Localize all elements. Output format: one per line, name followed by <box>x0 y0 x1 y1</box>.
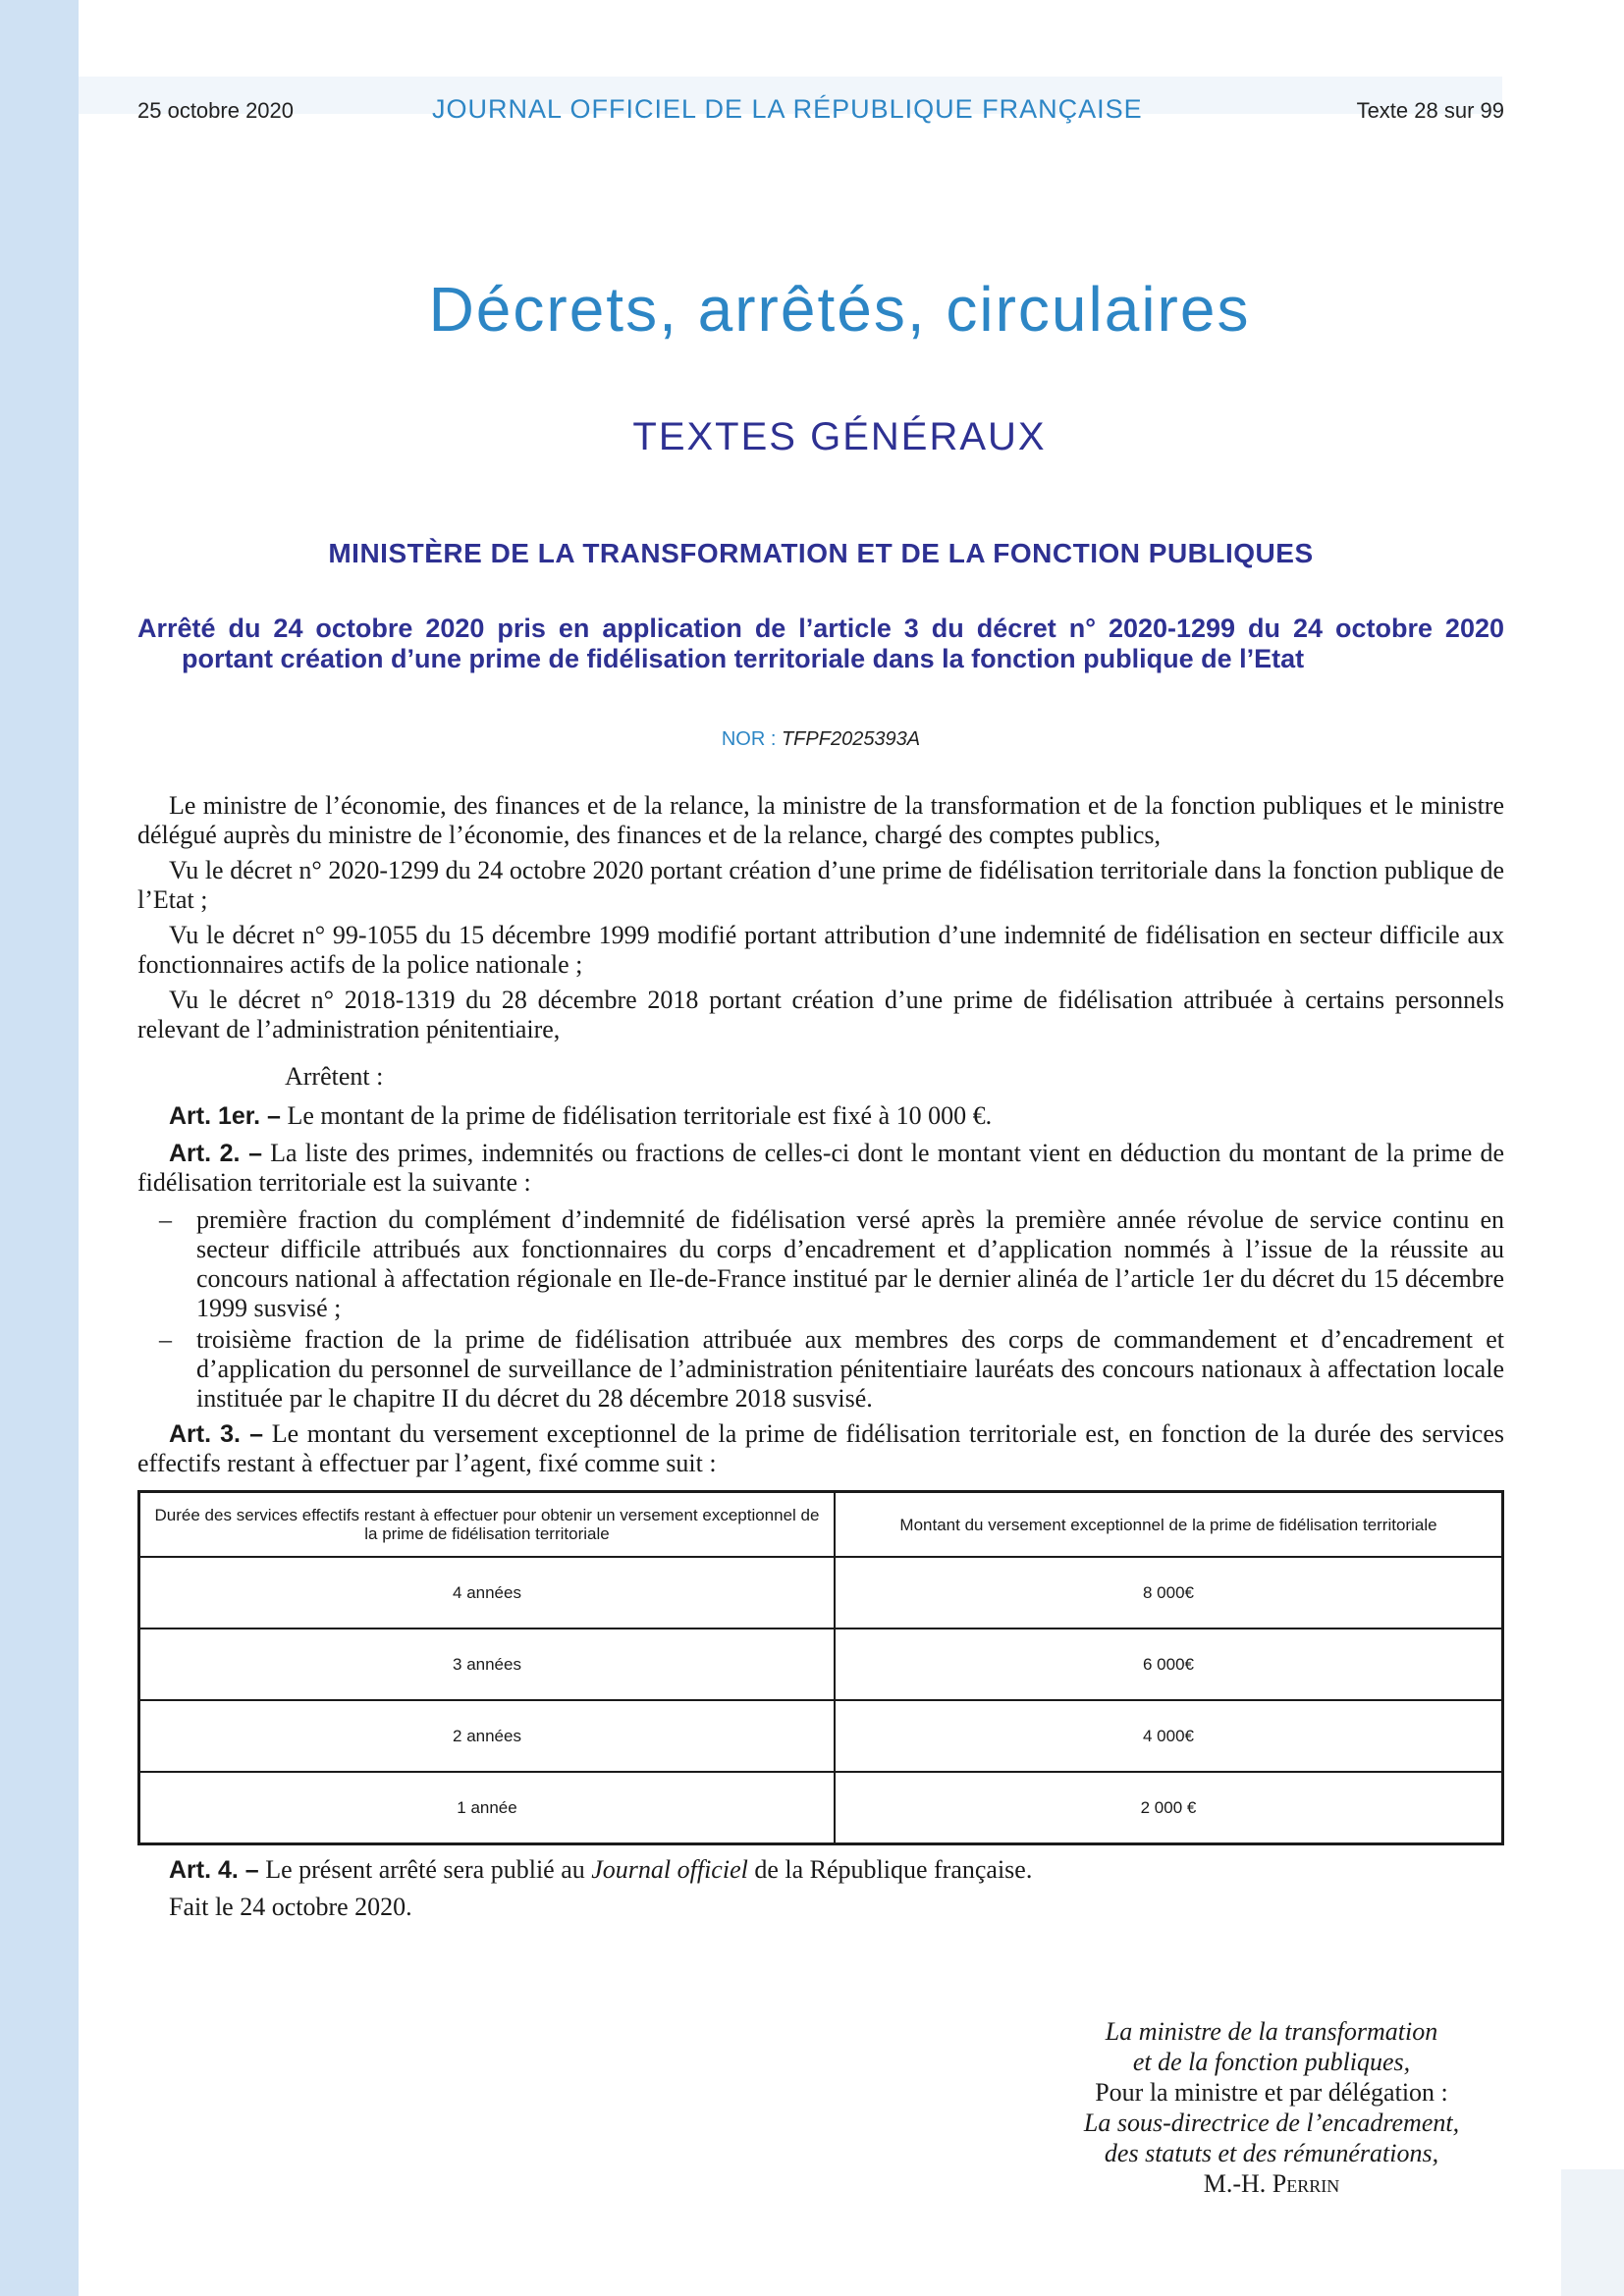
article-3-label: Art. 3. – <box>169 1420 264 1448</box>
article-2 <box>137 1139 1504 1198</box>
table-cell-amount: 8 000€ <box>835 1557 1503 1629</box>
table-cell-duration: 3 années <box>139 1629 836 1700</box>
article-3 <box>137 1419 1504 1478</box>
fait-le: Fait le 24 octobre 2020. <box>169 1893 412 1921</box>
header-journal-title: JOURNAL OFFICIEL DE LA RÉPUBLIQUE FRANÇAISE <box>432 94 1143 124</box>
article-4-label: Art. 4. – <box>169 1856 259 1884</box>
list-item: – première fraction du complément d’indemnité de fidélisation versé après la première année révolue de service continu en secteur difficile attribués aux fonctionnaires du corps d’encadrement et d’application nommés à l’issue de la réussite au concours national à affectation régionale en Ile-de-France institué par le dernier alinéa de l’article 1er du décret du 15 décembre 1999 susvisé ; <box>159 1205 1504 1322</box>
article-4-text-before: Le présent arrêté sera publié au <box>265 1855 585 1884</box>
header-date: 25 octobre 2020 <box>137 98 295 123</box>
signature-line-3: Pour la ministre et par délégation : <box>1095 2078 1448 2107</box>
article-4 <box>137 1855 1504 1885</box>
signature-block <box>1051 2016 1492 2199</box>
page-header <box>137 94 1504 128</box>
table-row <box>139 1629 1503 1700</box>
nor-reference <box>137 728 1504 751</box>
list-item-text: troisième fraction de la prime de fidélisation attribuée aux membres des corps de commandement et d’encadrement et d’application du personnel de surveillance de l’administration pénitentiaire lauréats des concours nationaux à affectation locale instituée par le chapitre II du décret du 28 décembre 2018 susvisé. <box>196 1325 1504 1413</box>
ministry-heading: MINISTÈRE DE LA TRANSFORMATION ET DE LA FONCTION PUBLIQUES <box>328 538 1314 568</box>
article-4-journal: Journal officiel <box>591 1855 748 1884</box>
article-1-label: Art. 1er. – <box>169 1102 281 1130</box>
page-corner-shade <box>1561 2169 1624 2296</box>
table-cell-duration: 2 années <box>139 1700 836 1772</box>
signature-line-1: La ministre de la transformation <box>1105 2017 1438 2046</box>
article-3-text: Le montant du versement exceptionnel de la prime de fidélisation territoriale est, en fonction de la durée des services effectifs restant à effectuer par l’agent, fixé comme suit : <box>137 1419 1505 1477</box>
nor-label: NOR : <box>721 728 777 750</box>
article-1-text: Le montant de la prime de fidélisation territoriale est fixé à 10 000 €. <box>287 1101 993 1130</box>
header-page-number: Texte 28 sur 99 <box>1356 98 1504 123</box>
arrete-title: Arrêté du 24 octobre 2020 pris en application de l’article 3 du décret n° 2020-1299 du 24 octobre 2020 portant création d’une prime de fidélisation territoriale dans la fonction publique de l’Etat <box>137 614 1504 673</box>
signatory-name: M.-H. Perrin <box>1203 2169 1340 2198</box>
preamble-paragraph: Vu le décret n° 2018-1319 du 28 décembre 2018 portant création d’une prime de fidélisation attribuée à certains personnels relevant de l’administration pénitentiaire, <box>137 986 1504 1043</box>
signature-line-5: des statuts et des rémunérations, <box>1104 2139 1439 2167</box>
article-4-text-after: de la République française. <box>754 1855 1033 1884</box>
preamble-paragraph: Le ministre de l’économie, des finances et de la relance, la ministre de la transformation et de la fonction publiques et le ministre délégué auprès du ministre de l’économie, des finances et de la relance, chargé des comptes publics, <box>137 791 1504 849</box>
table-cell-duration: 1 année <box>139 1772 836 1844</box>
table-row <box>139 1772 1503 1844</box>
table-header-amount: Montant du versement exceptionnel de la prime de fidélisation territoriale <box>835 1492 1503 1558</box>
article-2-text: La liste des primes, indemnités ou fractions de celles-ci dont le montant vient en déduction du montant de la prime de fidélisation territoriale est la suivante : <box>137 1139 1505 1197</box>
amount-table <box>137 1490 1504 1845</box>
list-item-text: première fraction du complément d’indemnité de fidélisation versé après la première année révolue de service continu en secteur difficile attribués aux fonctionnaires du corps d’encadrement et d’application nommés à l’issue de la réussite au concours national à affectation régionale en Ile-de-France institué par le dernier alinéa de l’article 1er du décret du 15 décembre 1999 susvisé ; <box>196 1205 1504 1322</box>
list-item: – troisième fraction de la prime de fidélisation attribuée aux membres des corps de commandement et d’encadrement et d’application du personnel de surveillance de l’administration pénitentiaire lauréats des concours nationaux à affectation locale instituée par le chapitre II du décret du 28 décembre 2018 susvisé. <box>159 1325 1504 1413</box>
section-title: Décrets, arrêtés, circulaires <box>428 274 1251 345</box>
article-2-list <box>137 1205 1504 1414</box>
table-row <box>139 1557 1503 1629</box>
subsection-title: TEXTES GÉNÉRAUX <box>632 415 1047 458</box>
document-body <box>137 791 1504 1928</box>
table-cell-amount: 2 000 € <box>835 1772 1503 1844</box>
article-2-label: Art. 2. – <box>169 1140 263 1167</box>
table-cell-amount: 6 000€ <box>835 1629 1503 1700</box>
preamble-paragraph: Vu le décret n° 2020-1299 du 24 octobre 2020 portant création d’une prime de fidélisation territoriale dans la fonction publique de l’Etat ; <box>137 856 1504 914</box>
signature-line-2: et de la fonction publiques, <box>1132 2048 1411 2076</box>
nor-code: TFPF2025393A <box>781 728 921 750</box>
table-cell-duration: 4 années <box>139 1557 836 1629</box>
preamble-paragraph: Vu le décret n° 99-1055 du 15 décembre 1999 modifié portant attribution d’une indemnité de fidélisation en secteur difficile aux fonctionnaires actifs de la police nationale ; <box>137 921 1504 979</box>
arretent: Arrêtent : <box>285 1062 384 1091</box>
article-1 <box>137 1101 1504 1131</box>
table-header-row <box>139 1492 1503 1558</box>
table-header-duration: Durée des services effectifs restant à effectuer pour obtenir un versement exceptionnel de la prime de fidélisation territoriale <box>139 1492 836 1558</box>
table-cell-amount: 4 000€ <box>835 1700 1503 1772</box>
table-row <box>139 1700 1503 1772</box>
signature-line-4: La sous-directrice de l’encadrement, <box>1083 2109 1460 2137</box>
